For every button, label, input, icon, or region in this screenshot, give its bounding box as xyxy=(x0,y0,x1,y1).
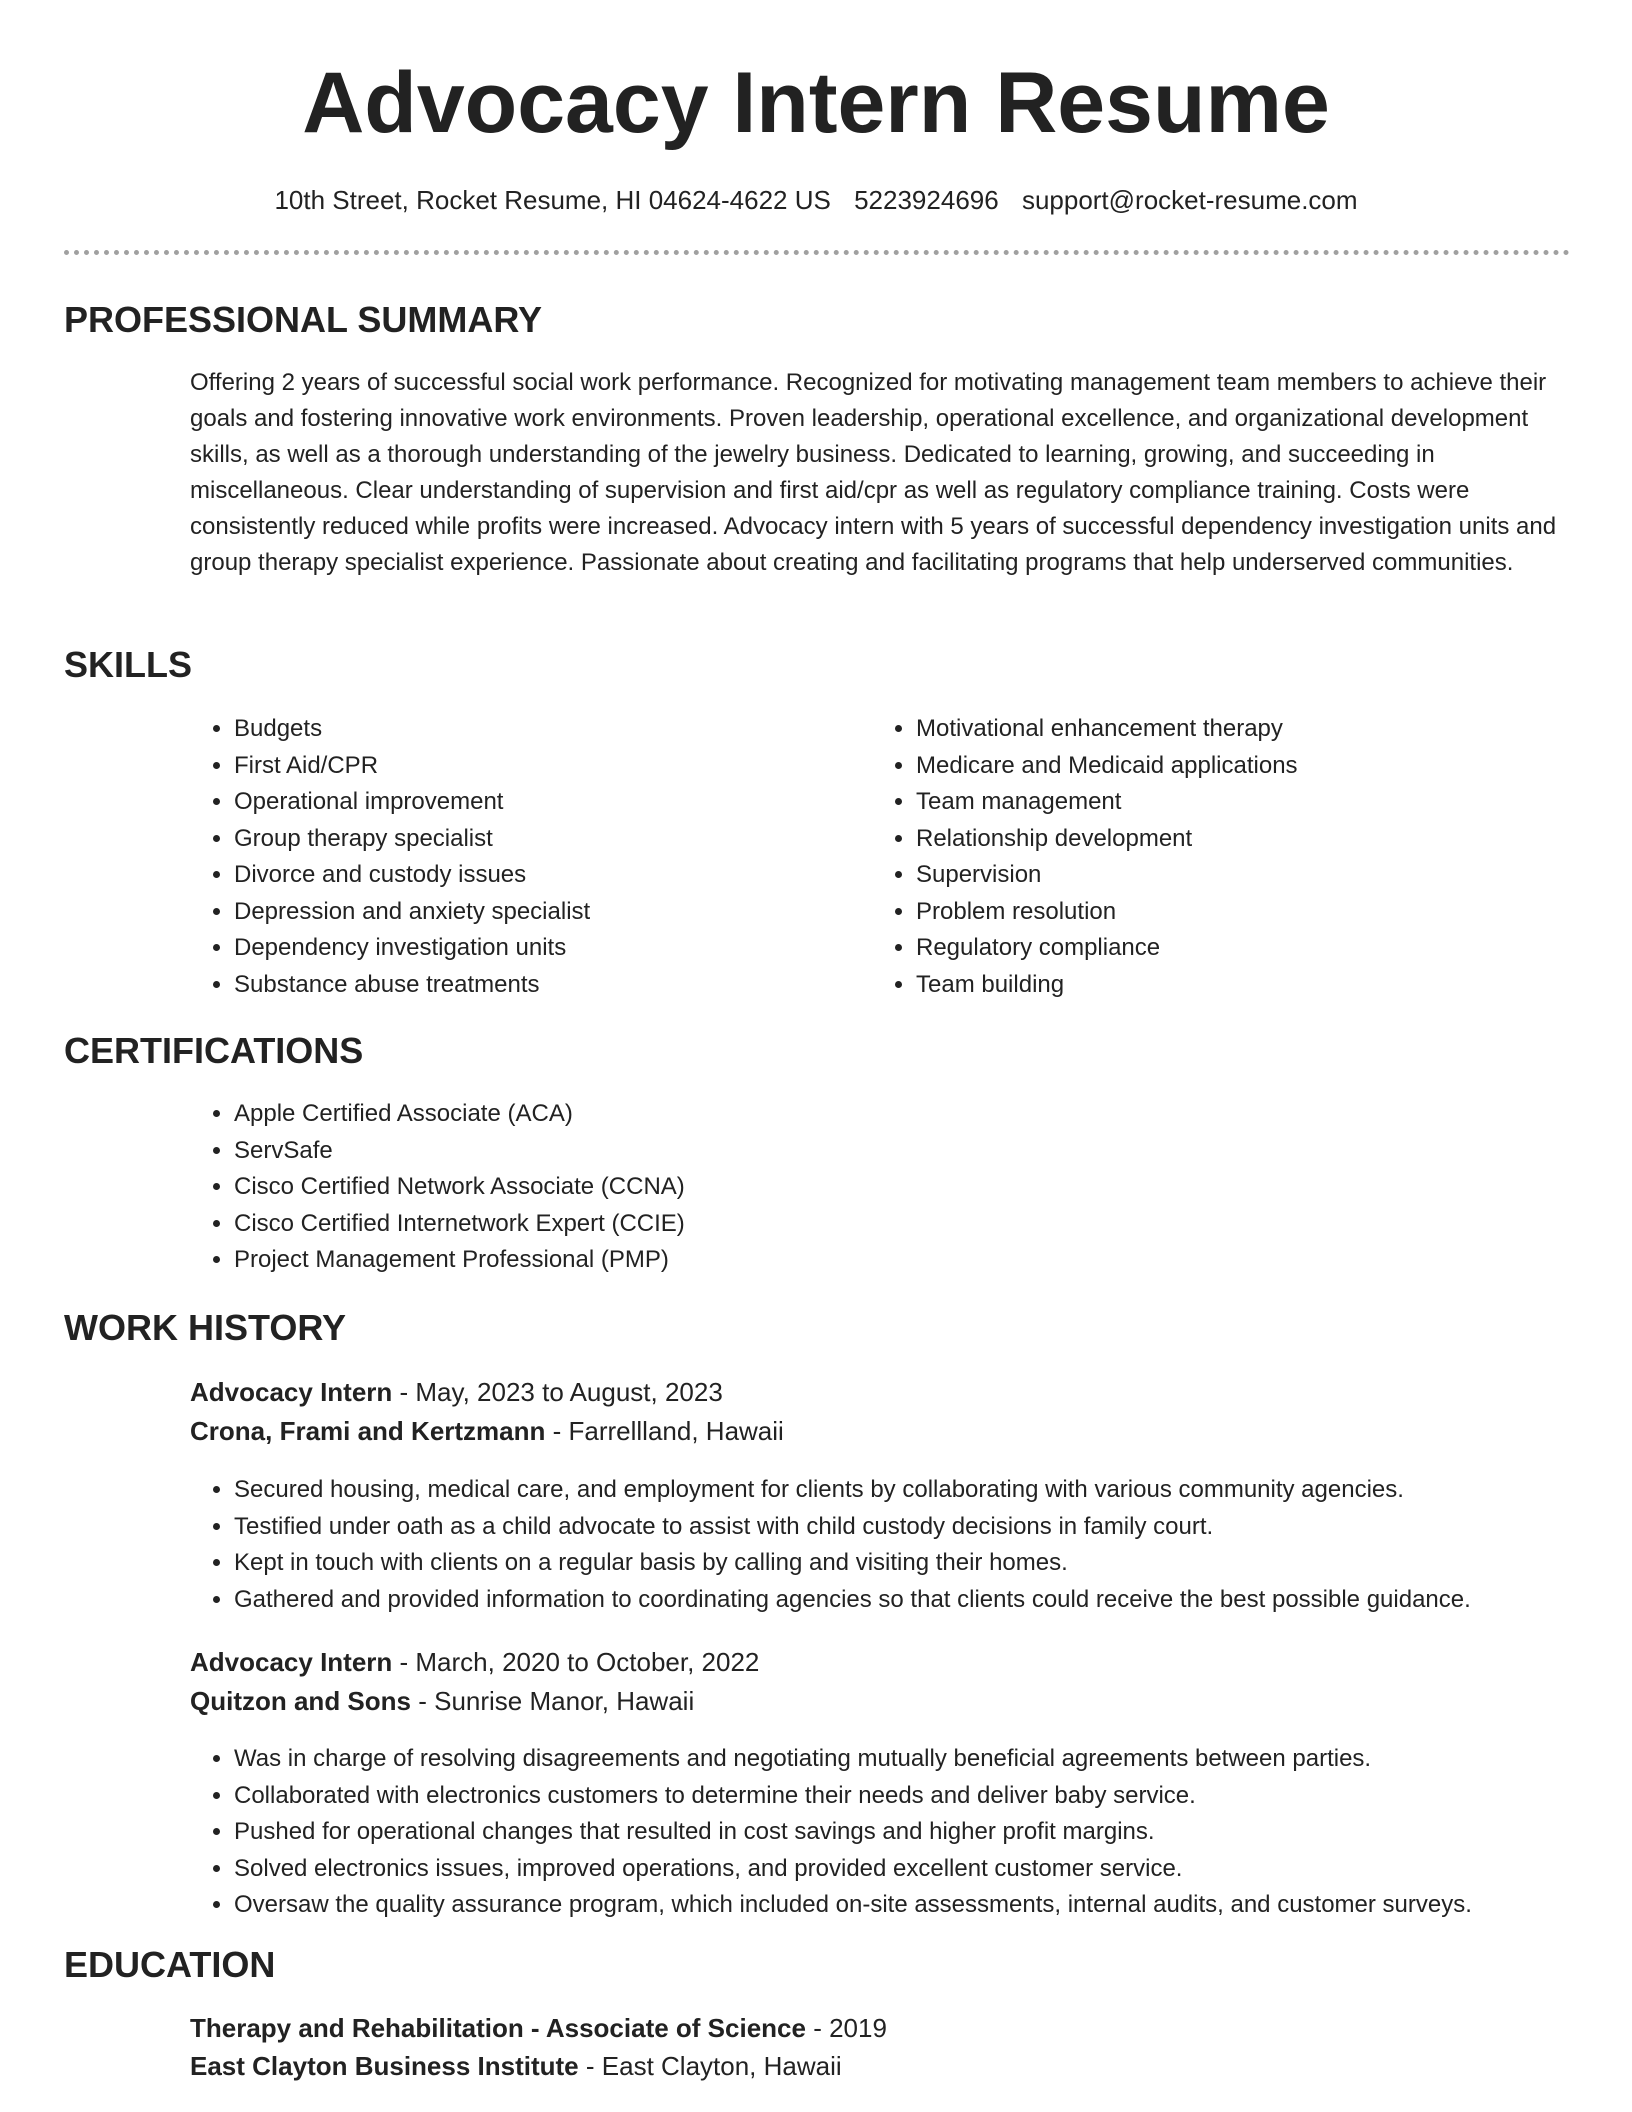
education-school: East Clayton Business Institute xyxy=(190,2051,579,2081)
job-company-line xyxy=(190,1412,784,1450)
list-item: • Collaborated with electronics customers to determine their needs and deliver baby service. xyxy=(234,1778,1614,1815)
job-location: - Farrellland, Hawaii xyxy=(545,1416,784,1446)
list-item: • ServSafe xyxy=(234,1133,1534,1170)
list-item: • Secured housing, medical care, and employment for clients by collaborating with various community agencies. xyxy=(234,1472,1614,1509)
section-title-work-history: WORK HISTORY xyxy=(64,1307,347,1348)
list-item: • Team management xyxy=(916,784,1576,821)
list-item: • Substance abuse treatments xyxy=(234,967,854,1004)
list-item: • Pushed for operational changes that resulted in cost savings and higher profit margins. xyxy=(234,1814,1614,1851)
education-year: - 2019 xyxy=(805,2013,887,2043)
list-item: • Divorce and custody issues xyxy=(234,857,854,894)
list-item: • Operational improvement xyxy=(234,784,854,821)
education-location: - East Clayton, Hawaii xyxy=(578,2051,842,2081)
job-bullets xyxy=(190,1741,1614,1924)
list-item: • Regulatory compliance xyxy=(916,930,1576,967)
section-title-certifications: CERTIFICATIONS xyxy=(64,1030,364,1071)
job-location: - Sunrise Manor, Hawaii xyxy=(411,1686,695,1716)
list-item: • Supervision xyxy=(916,857,1576,894)
list-item: • Motivational enhancement therapy xyxy=(916,711,1576,748)
section-title-education: EDUCATION xyxy=(64,1944,276,1985)
list-item: • Cisco Certified Network Associate (CCNA) xyxy=(234,1169,1534,1206)
job-title-line xyxy=(190,1373,723,1411)
certifications-list xyxy=(190,1096,1534,1279)
list-item: • Depression and anxiety specialist xyxy=(234,894,854,931)
list-item: • Team building xyxy=(916,967,1576,1004)
job-title-line xyxy=(190,1643,759,1681)
header-divider xyxy=(64,250,1570,255)
list-item: • Problem resolution xyxy=(916,894,1576,931)
list-item: • Project Management Professional (PMP) xyxy=(234,1242,1534,1279)
job-bullets xyxy=(190,1472,1614,1618)
list-item: • Kept in touch with clients on a regular basis by calling and visiting their homes. xyxy=(234,1545,1614,1582)
job-role: Advocacy Intern xyxy=(190,1377,393,1407)
skills-list-left xyxy=(190,711,854,1003)
list-item: • Group therapy specialist xyxy=(234,821,854,858)
section-title-skills: SKILLS xyxy=(64,644,193,685)
phone: 5223924696 xyxy=(854,185,999,215)
list-item: • Solved electronics issues, improved operations, and provided excellent customer service. xyxy=(234,1851,1614,1888)
list-item: • Cisco Certified Internetwork Expert (CCIE) xyxy=(234,1206,1534,1243)
education-degree: Therapy and Rehabilitation - Associate of Science xyxy=(190,2013,806,2043)
contact-line xyxy=(0,180,1632,220)
list-item: • Gathered and provided information to coordinating agencies so that clients could receive the best possible guidance. xyxy=(234,1582,1614,1619)
education-school-line xyxy=(190,2047,842,2085)
list-item: • First Aid/CPR xyxy=(234,748,854,785)
job-company: Quitzon and Sons xyxy=(190,1686,411,1716)
list-item: • Dependency investigation units xyxy=(234,930,854,967)
list-item: • Oversaw the quality assurance program, which included on-site assessments, internal audits, and customer surveys. xyxy=(234,1887,1614,1924)
summary-text: Offering 2 years of successful social work performance. Recognized for motivating management team members to achieve their goals and fostering innovative work environments. Proven leadership, operational excellence, and organizational development skills, as well as a thorough understanding of the jewelry business. Dedicated to learning, growing, and succeeding in miscellaneous. Clear understanding of supervision and first aid/cpr as well as regulatory compliance training. Costs were consistently reduced while profits were increased. Advocacy intern with 5 years of successful dependency investigation units and group therapy specialist experience. Passionate about creating and facilitating programs that help underserved communities. xyxy=(190,369,1557,576)
list-item: • Apple Certified Associate (ACA) xyxy=(234,1096,1534,1133)
job-company: Crona, Frami and Kertzmann xyxy=(190,1416,546,1446)
list-item: • Budgets xyxy=(234,711,854,748)
job-role: Advocacy Intern xyxy=(190,1647,393,1677)
education-degree-line xyxy=(190,2009,887,2047)
list-item: • Testified under oath as a child advocate to assist with child custody decisions in family court. xyxy=(234,1509,1614,1546)
email: support@rocket-resume.com xyxy=(1021,185,1358,215)
job-company-line xyxy=(190,1682,694,1720)
list-item: • Relationship development xyxy=(916,821,1576,858)
section-title-summary: PROFESSIONAL SUMMARY xyxy=(64,299,543,340)
address: 10th Street, Rocket Resume, HI 04624-4622 US xyxy=(274,185,831,215)
resume-title: Advocacy Intern Resume xyxy=(302,55,1330,151)
list-item: • Was in charge of resolving disagreements and negotiating mutually beneficial agreements between parties. xyxy=(234,1741,1614,1778)
job-dates: - March, 2020 to October, 2022 xyxy=(392,1647,760,1677)
job-dates: - May, 2023 to August, 2023 xyxy=(392,1377,723,1407)
skills-list-right xyxy=(872,711,1576,1003)
list-item: • Medicare and Medicaid applications xyxy=(916,748,1576,785)
